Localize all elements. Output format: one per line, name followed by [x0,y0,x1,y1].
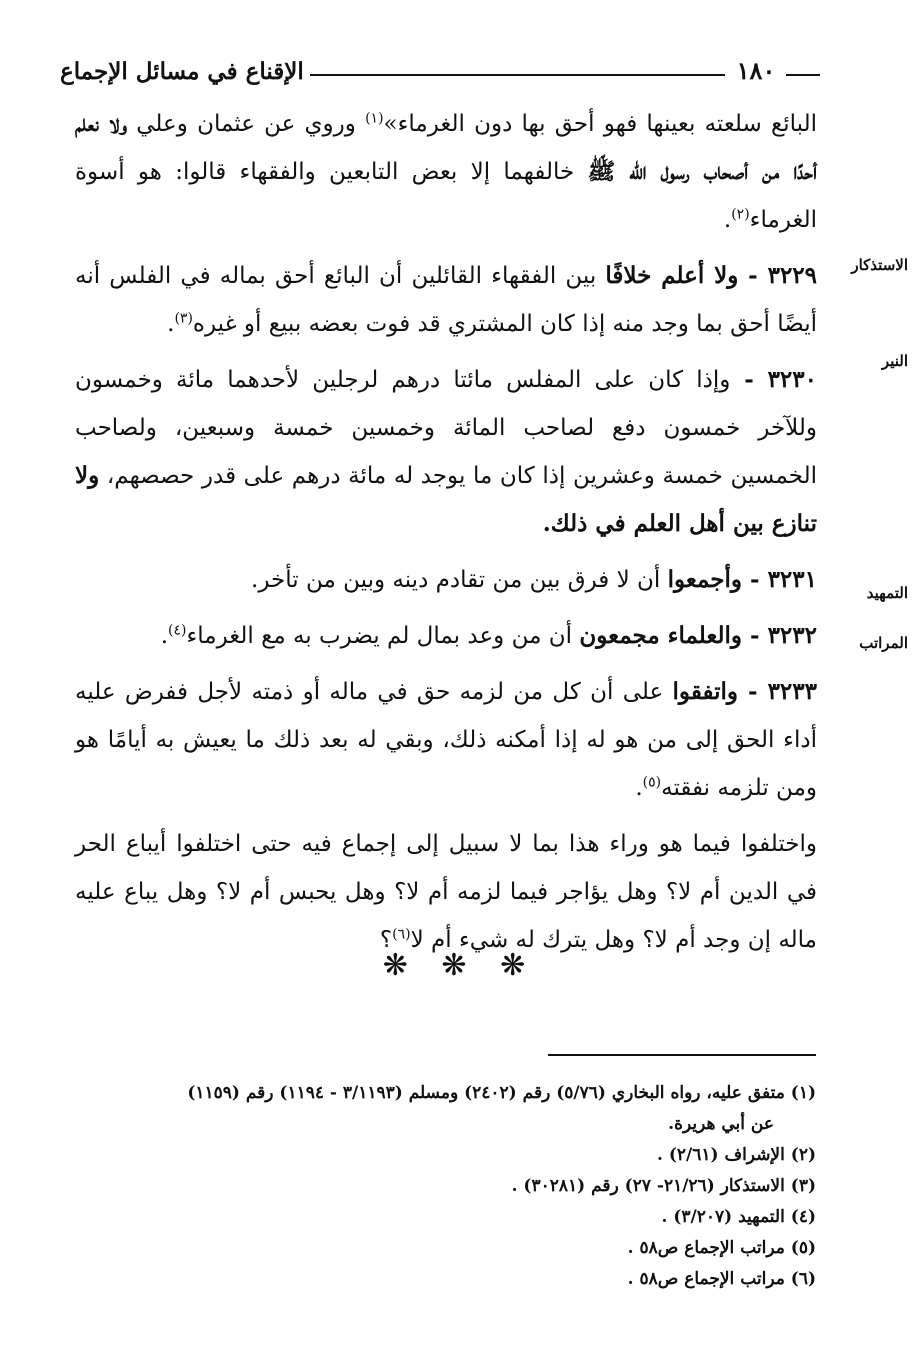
running-header [60,56,820,96]
issue-number: ٣٢٣٣ - [738,678,817,705]
bold-text: ولا أعلم خلافًا [605,262,739,289]
issue-number: ٣٢٣٠ - [730,366,817,393]
footnote-1-continued: عن أبي هريرة. [668,1114,774,1134]
text-run: ؟ [379,927,393,953]
issue-number: ٣٢٣٢ - [742,622,817,649]
text-run: وروي عن عثمان وعلي [127,111,366,137]
paragraph-3230 [75,356,817,548]
text-run: أن من وعد بمال لم يضرب به مع الغرماء [186,623,580,649]
footnote-2: (٢) الإشراف (٢/٦١) . [657,1145,816,1165]
main-text [75,100,817,964]
footnotes [70,1078,816,1295]
section-separator: ❋ ❋ ❋ [382,948,538,983]
header-rule [310,74,725,76]
text-run: . [167,311,175,337]
text-run: خالفهما إلا بعض التابعين والفقهاء قالوا: هو أسوة الغرماء [75,159,817,233]
text-run: . [723,207,732,233]
text-run: . [635,775,643,801]
footnote-ref: (٣) [174,310,193,327]
margin-note-maratib: المراتب [859,634,908,652]
book-title: الإقناع في مسائل الإجماع [60,58,304,85]
margin-note-istidhkar: الاستذكار [851,256,908,274]
text-run: وإذا كان على المفلس مائتا درهم لرجلين لأحدهما مائة وخمسون وللآخر خمسون دفع لصاحب المائة وخمسين خمسة وسبعين، ولصاحب الخمسين خمسة وعشرين إذا كان ما يوجد له مائة درهم على قدر حصصهم، [75,367,817,489]
text-run: واختلفوا فيما هو وراء هذا بما لا سبيل إلى إجماع فيه حتى اختلفوا أيباع الحر في الدين أم لا؟ وهل يؤاجر فيما لزمه أم لا؟ وهل يحبس أم لا؟ وهل يباع عليه ماله إن وجد أم لا؟ وهل يترك له شيء أم لا [75,831,817,953]
bold-text: وأجمعوا [667,566,743,593]
margin-note-tamhid: التمهيد [866,584,908,602]
footnote-ref: (٦) [392,926,411,943]
issue-number: ٣٢٢٩ - [738,262,818,289]
paragraph-disagreement [75,820,817,964]
footnote-6: (٦) مراتب الإجماع ص٥٨ . [627,1269,816,1289]
bold-text: والعلماء مجمعون [579,622,743,649]
footnote-ref: (٢) [731,206,750,223]
page-number: ١٨٠ [726,56,786,85]
paragraph-continuation [75,100,817,244]
footnote-rule [548,1054,816,1056]
text-run: البائع سلعته بعينها فهو أحق بها دون الغرماء» [383,111,817,137]
footnote-4: (٤) التمهيد (٣/٢٠٧) . [661,1207,816,1227]
text-run: . [160,623,168,649]
paragraph-3233 [75,668,817,812]
paragraph-3231 [75,556,817,604]
margin-note-nayyir: النير [881,352,908,370]
footnote-5: (٥) مراتب الإجماع ص٥٨ . [627,1238,816,1258]
footnote-3: (٣) الاستذكار (٢١/٢٦- ٢٧) رقم (٣٠٢٨١) . [511,1176,816,1196]
footnote-ref: (٥) [642,774,662,791]
footnote-1: (١) متفق عليه، رواه البخاري (٥/٧٦) رقم (٢٤٠٢) ومسلم (٣/١١٩٣ - ١١٩٤) رقم (١١٥٩) [187,1083,816,1103]
paragraph-3232 [75,612,817,660]
paragraph-3229 [75,252,817,348]
issue-number: ٣٢٣١ - [742,566,817,593]
bold-text: ولا نعلم أحدًا من أصحاب رسول الله ﷺ [75,110,817,185]
text-run: أن لا فرق بين من تقادم دينه وبين من تأخر. [251,567,668,593]
bold-text: واتفقوا [672,678,738,705]
text-run: بين الفقهاء القائلين أن البائع أحق بماله في الفلس أنه أيضًا أحق بما وجد منه إذا كان المشتري قد فوت بعضه ببيع أو غيره [75,263,817,337]
bold-text: ولا تنازع بين أهل العلم في ذلك. [75,462,817,537]
footnote-ref: (١) [365,110,384,127]
text-run: على أن كل من لزمه حق في ماله أو ذمته لأجل ففرض عليه أداء الحق إلى من هو له إذا أمكنه ذلك، وبقي له بعد ذلك ما يعيش به أيامًا هو ومن تلزمه نفقته [75,679,817,801]
footnote-ref: (٤) [168,622,187,639]
